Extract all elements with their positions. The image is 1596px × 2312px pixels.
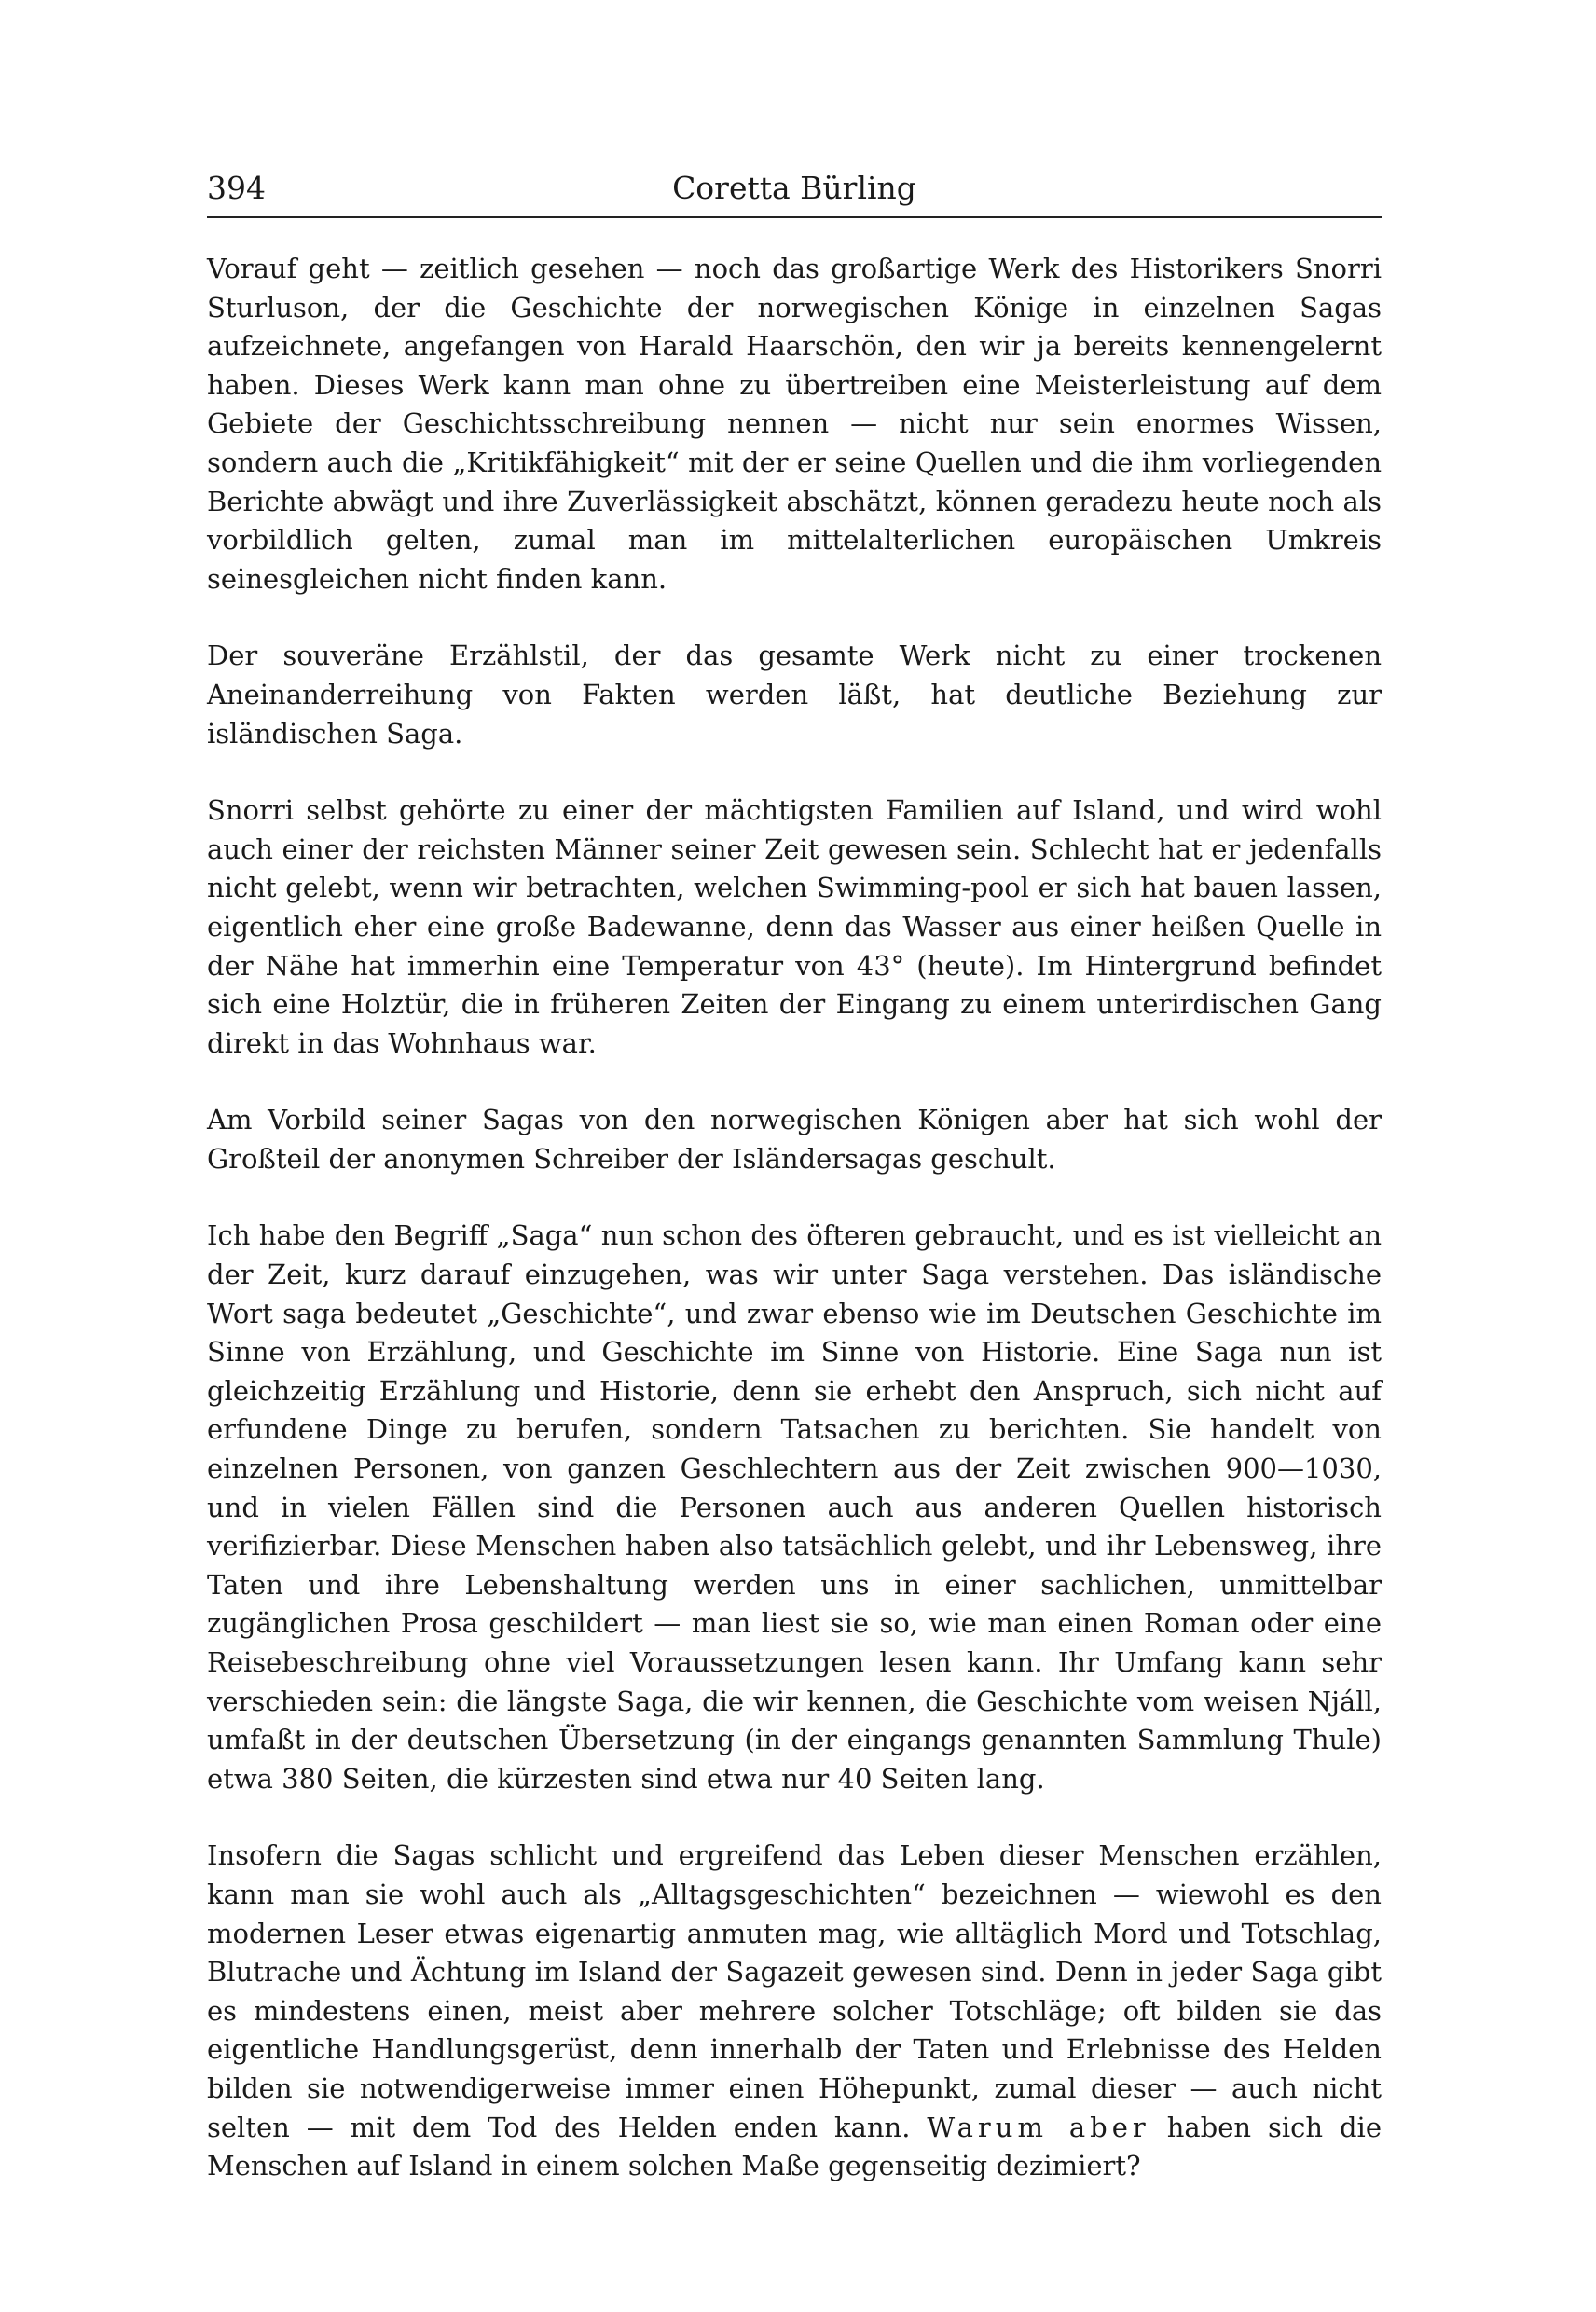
page-number: 394 — [207, 170, 266, 206]
paragraph-saga-definition: Ich habe den Begriff „Saga“ nun schon des öfteren gebraucht, und es ist vielleicht an der Zeit, kurz darauf einzugehen, was wir unter Saga verstehen. Das isländische Wort saga bedeutet „Geschichte“, und zwar ebenso wie im Deutschen Geschichte im Sinne von Erzählung, und Geschichte im Sinne von Historie. Eine Saga nun ist gleichzeitig Erzählung und Historie, denn sie erhebt den Anspruch, sich nicht auf erfundene Dinge zu berufen, sondern Tatsachen zu berichten. Sie handelt von einzelnen Personen, von ganzen Geschlechtern aus der Zeit zwischen 900—1030, und in vielen Fällen sind die Personen auch aus anderen Quellen historisch verifizierbar. Diese Menschen haben also tatsächlich gelebt, und ihr Lebensweg, ihre Taten und ihre Lebenshaltung werden uns in einer sachlichen, unmittelbar zugänglichen Prosa geschildert — man liest sie so, wie man einen Roman oder eine Reisebeschreibung ohne viel Voraussetzungen lesen kann. Ihr Umfang kann sehr verschieden sein: die längste Saga, die wir kennen, die Geschichte vom weisen Njáll, umfaßt in der deutschen Übersetzung (in der eingangs genannten Sammlung Thule) etwa 380 Seiten, die kürzesten sind etwa nur 40 Seiten lang. — [207, 1219, 1382, 1795]
running-head-author: Coretta Bürling — [672, 170, 916, 206]
book-page — [207, 168, 1382, 2224]
paragraph-narrative-style: Der souveräne Erzählstil, der das gesamte Werk nicht zu einer trockenen Aneinanderreihung von Fakten werden läßt, hat deutliche Beziehung zur isländischen Saga. — [207, 640, 1382, 750]
paragraph-snorri-work: Vorauf geht — zeitlich gesehen — noch das großartige Werk des Historikers Snorri Sturluson, der die Geschichte der norwegischen Könige in einzelnen Sagas aufzeichnete, angefangen von Harald Haarschön, den wir ja bereits kennengelernt haben. Dieses Werk kann man ohne zu übertreiben eine Meisterleistung auf dem Gebiete der Geschichtsschreibung nennen — nicht nur sein enormes Wissen, sondern auch die „Kritikfähigkeit“ mit der er seine Quellen und die ihm vorliegenden Berichte abwägt und ihre Zuverlässigkeit abschätzt, können geradezu heute noch als vorbildlich gelten, zumal man im mittelalterlichen europäischen Umkreis seinesgleichen nicht finden kann. — [207, 253, 1382, 595]
paragraph-snorri-pool: Snorri selbst gehörte zu einer der mächtigsten Familien auf Island, und wird wohl auch einer der reichsten Männer seiner Zeit gewesen sein. Schlecht hat er jedenfalls nicht gelebt, wenn wir betrachten, welchen Swimming-pool er sich hat bauen lassen, eigentlich eher eine große Badewanne, denn das Wasser aus einer heißen Quelle in der Nähe hat immerhin eine Temperatur von 43° (heute). Im Hintergrund befindet sich eine Holztür, die in früheren Zeiten der Eingang zu einem unterirdischen Gang direkt in das Wohnhaus war. — [207, 794, 1382, 1059]
paragraph-model-sagas: Am Vorbild seiner Sagas von den norwegischen Königen aber hat sich wohl der Großteil der anonymen Schreiber der Isländersagas geschult. — [207, 1104, 1382, 1175]
running-head — [207, 168, 1382, 218]
paragraph-text-end: haben sich die Menschen auf Island in einem solchen Maße gegenseitig dezimiert? — [207, 2111, 1382, 2182]
emphasis-text: Warum aber — [927, 2111, 1150, 2143]
page-body — [207, 250, 1382, 2186]
paragraph-text-start: Insofern die Sagas schlicht und ergreifend das Leben dieser Menschen erzählen, kann man sie wohl auch als „Alltagsgeschichten“ bezeichnen — wiewohl es den modernen Leser etwas eigenartig anmuten mag, wie alltäglich Mord und Totschlag, Blutrache und Ächtung im Island der Sagazeit gewesen sind. Denn in jeder Saga gibt es mindestens einen, meist aber mehrere solcher Totschläge; oft bilden sie das eigentliche Handlungsgerüst, denn innerhalb der Taten und Erlebnisse des Helden bilden sie notwendigerweise immer einen Höhepunkt, zumal dieser — auch nicht selten — mit dem Tod des Helden enden kann. — [207, 1839, 1382, 2143]
paragraph-everyday-stories — [207, 1837, 1382, 2185]
